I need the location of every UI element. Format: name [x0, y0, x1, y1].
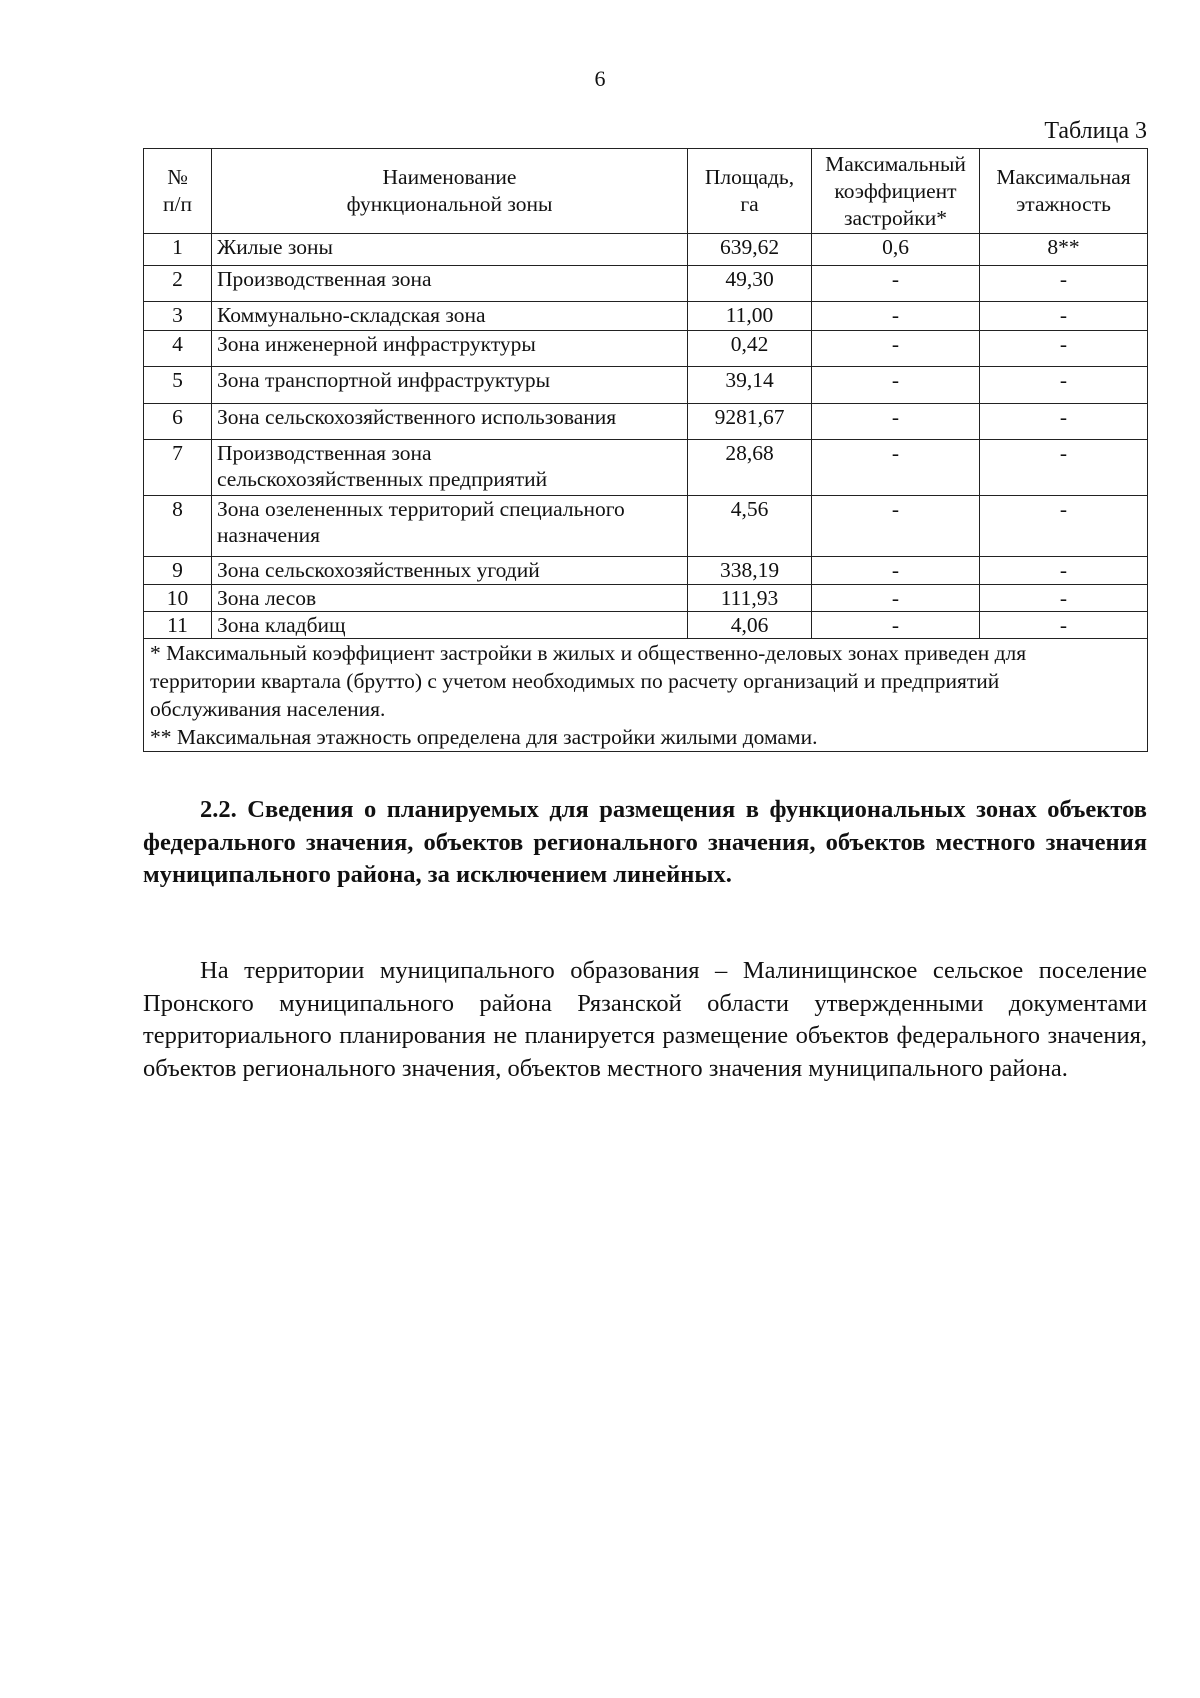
- zone-coefficient: -: [812, 331, 980, 367]
- zone-area: 49,30: [688, 266, 812, 302]
- table-header-row: [144, 149, 1148, 234]
- zone-coefficient: -: [812, 585, 980, 612]
- zone-area: 4,56: [688, 496, 812, 557]
- zone-area: 11,00: [688, 302, 812, 331]
- zone-area: 639,62: [688, 234, 812, 266]
- table-row: [144, 404, 1148, 440]
- header-max-floors: Максимальная этажность: [980, 149, 1148, 234]
- zone-name: Зона транспортной инфраструктуры: [212, 367, 688, 404]
- zone-floors: -: [980, 496, 1148, 557]
- row-num: 8: [144, 496, 212, 557]
- zone-floors: -: [980, 404, 1148, 440]
- table-row: [144, 234, 1148, 266]
- page-number: 6: [594, 66, 606, 91]
- zone-coefficient: -: [812, 302, 980, 331]
- row-num: 9: [144, 557, 212, 585]
- zone-area: 338,19: [688, 557, 812, 585]
- header-zone-name: Наименование функциональной зоны: [212, 149, 688, 234]
- header-num: № п/п: [144, 149, 212, 234]
- zone-name: Зона лесов: [212, 585, 688, 612]
- header-max-coefficient: Максимальный коэффициент застройки*: [812, 149, 980, 234]
- zone-coefficient: -: [812, 367, 980, 404]
- table-row: [144, 302, 1148, 331]
- footnote-line: территории квартала (брутто) с учетом необходимых по расчету организаций и предприятий: [150, 669, 1000, 693]
- table-row: [144, 266, 1148, 302]
- zone-name: Зона озелененных территорий специального назначения: [212, 496, 688, 557]
- table-footnotes: [144, 639, 1148, 752]
- zone-area: 9281,67: [688, 404, 812, 440]
- footnotes-cell: [144, 639, 1148, 752]
- zone-coefficient: -: [812, 440, 980, 496]
- zone-floors: -: [980, 331, 1148, 367]
- zone-floors: 8**: [980, 234, 1148, 266]
- table-row: [144, 367, 1148, 404]
- zone-floors: -: [980, 266, 1148, 302]
- zone-coefficient: 0,6: [812, 234, 980, 266]
- zone-area: 28,68: [688, 440, 812, 496]
- zone-area: 39,14: [688, 367, 812, 404]
- zone-name: Зона инженерной инфраструктуры: [212, 331, 688, 367]
- row-num: 11: [144, 612, 212, 639]
- zone-coefficient: -: [812, 612, 980, 639]
- zone-floors: -: [980, 612, 1148, 639]
- row-num: 2: [144, 266, 212, 302]
- table-row: [144, 557, 1148, 585]
- body-paragraph: На территории муниципального образования – Малинищинское сельское поселение Пронского муниципального района Рязанской области утвержденными документами территориального планирования не планируется размещение объектов федерального значения, объектов регионального значения, объектов местного значения муниципального района.: [143, 957, 1147, 1082]
- row-num: 10: [144, 585, 212, 612]
- table-row: [144, 496, 1148, 557]
- header-area: Площадь, га: [688, 149, 812, 234]
- zone-coefficient: -: [812, 496, 980, 557]
- table-row: [144, 440, 1148, 496]
- table-row: [144, 612, 1148, 639]
- zone-area: 111,93: [688, 585, 812, 612]
- zone-floors: -: [980, 440, 1148, 496]
- row-num: 4: [144, 331, 212, 367]
- row-num: 5: [144, 367, 212, 404]
- zone-floors: -: [980, 557, 1148, 585]
- zone-floors: -: [980, 367, 1148, 404]
- row-num: 1: [144, 234, 212, 266]
- zone-name: Производственная зона: [212, 266, 688, 302]
- row-num: 7: [144, 440, 212, 496]
- zone-area: 4,06: [688, 612, 812, 639]
- functional-zones-table: [143, 148, 1148, 752]
- zone-area: 0,42: [688, 331, 812, 367]
- section-heading: 2.2. Сведения о планируемых для размещения в функциональных зонах объектов федерального значения, объектов регионального значения, объектов местного значения муниципального района, за исключением линейных.: [143, 796, 1147, 888]
- footnote-line: ** Максимальная этажность определена для застройки жилыми домами.: [150, 725, 818, 749]
- zone-name: Зона сельскохозяйственного использования: [212, 404, 688, 440]
- zone-floors: -: [980, 302, 1148, 331]
- row-num: 6: [144, 404, 212, 440]
- zone-name: Жилые зоны: [212, 234, 688, 266]
- zone-name: Коммунально-складская зона: [212, 302, 688, 331]
- footnote-line: обслуживания населения.: [150, 697, 386, 721]
- table-caption: Таблица 3: [1044, 118, 1147, 144]
- zone-coefficient: -: [812, 404, 980, 440]
- row-num: 3: [144, 302, 212, 331]
- table-row: [144, 585, 1148, 612]
- footnote-line: * Максимальный коэффициент застройки в жилых и общественно-деловых зонах приведен для: [150, 641, 1027, 665]
- zone-coefficient: -: [812, 557, 980, 585]
- zone-coefficient: -: [812, 266, 980, 302]
- table-row: [144, 331, 1148, 367]
- zone-floors: -: [980, 585, 1148, 612]
- zone-name: Зона сельскохозяйственных угодий: [212, 557, 688, 585]
- zone-name: Зона кладбищ: [212, 612, 688, 639]
- zone-name: Производственная зона сельскохозяйственных предприятий: [212, 440, 688, 496]
